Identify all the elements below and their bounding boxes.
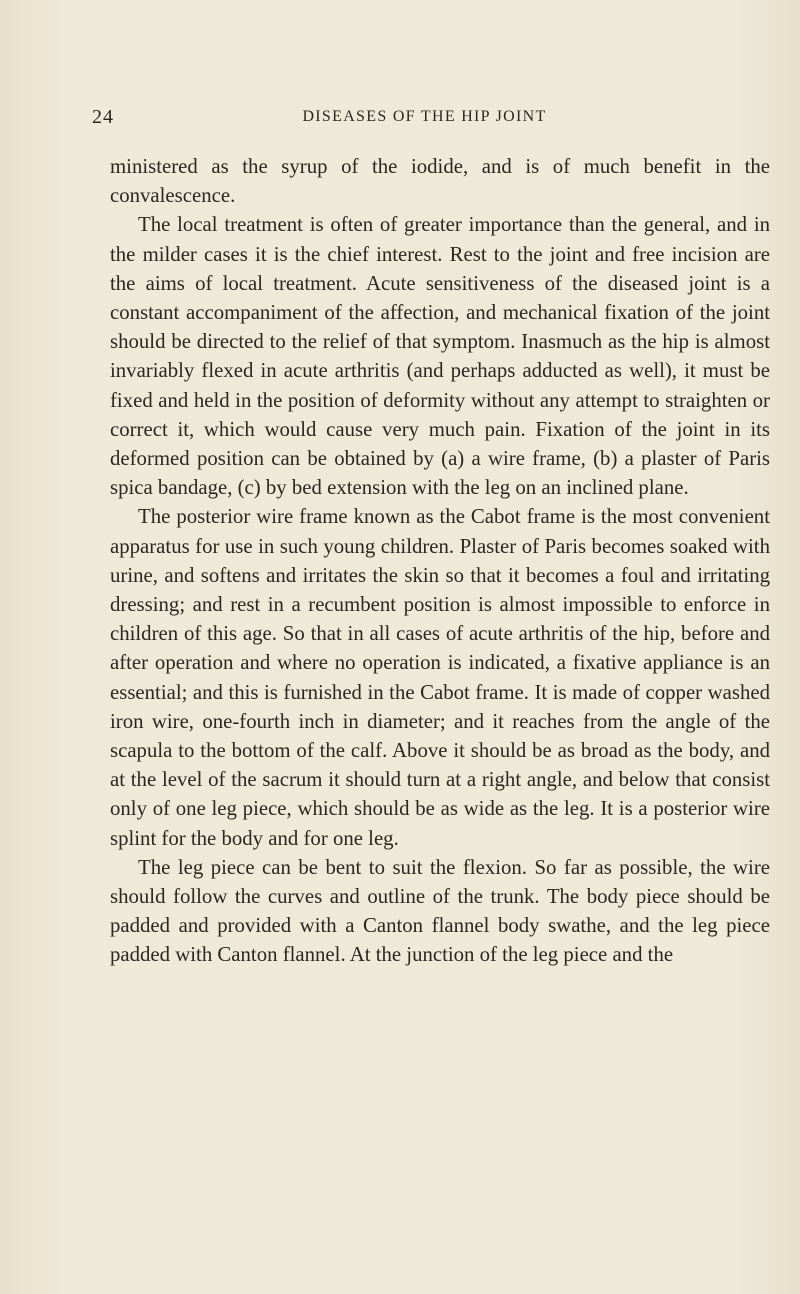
paragraph-leg-piece: The leg piece can be bent to suit the flexion. So far as possible, the wire should follow the curves and outline of the trunk. The body piece should be padded and provided with a Canton flannel body swathe, and the leg piece padded with Canton flannel. At the junction of the leg piece and the: [110, 855, 770, 967]
paragraph-continued: ministered as the syrup of the iodide, and is of much benefit in the convalescence.: [110, 155, 770, 208]
page-number: 24: [92, 106, 114, 128]
paragraph-local-treatment: The local treatment is often of greater importance than the general, and in the milder cases it is the chief interest. Rest to the joint and free incision are the aims of local treatment. Acute sensitiveness of the diseased joint is a constant accompaniment of the affection, and mechanical fixation of the joint should be directed to the relief of that symptom. Inasmuch as the hip is almost invariably flexed in acute arthritis (and perhaps adducted as well), it must be fixed and held in the position of deformity without any attempt to straighten or correct it, which would cause very much pain. Fixation of the joint in its deformed position can be obtained by (a) a wire frame, (b) a plaster of Paris spica bandage, (c) by bed extension with the leg on an inclined plane.: [110, 213, 770, 500]
running-title: DISEASES OF THE HIP JOINT: [302, 108, 547, 125]
running-head: [92, 106, 757, 140]
paragraph-cabot-frame: The posterior wire frame known as the Cabot frame is the most convenient apparatus for use in such young children. Plaster of Paris becomes soaked with urine, and softens and irritates the skin so that it becomes a foul and irritating dressing; and rest in a recumbent position is almost impossible to enforce in children of this age. So that in all cases of acute arthritis of the hip, before and after operation and where no operation is indicated, a fixative appliance is an essential; and this is furnished in the Cabot frame. It is made of copper washed iron wire, one-fourth inch in diameter; and it reaches from the angle of the scapula to the bottom of the calf. Above it should be as broad as the body, and at the level of the sacrum it should turn at a right angle, and below that consist only of one leg piece, which should be as wide as the leg. It is a posterior wire splint for the body and for one leg.: [110, 505, 770, 850]
body-text: [110, 152, 770, 970]
